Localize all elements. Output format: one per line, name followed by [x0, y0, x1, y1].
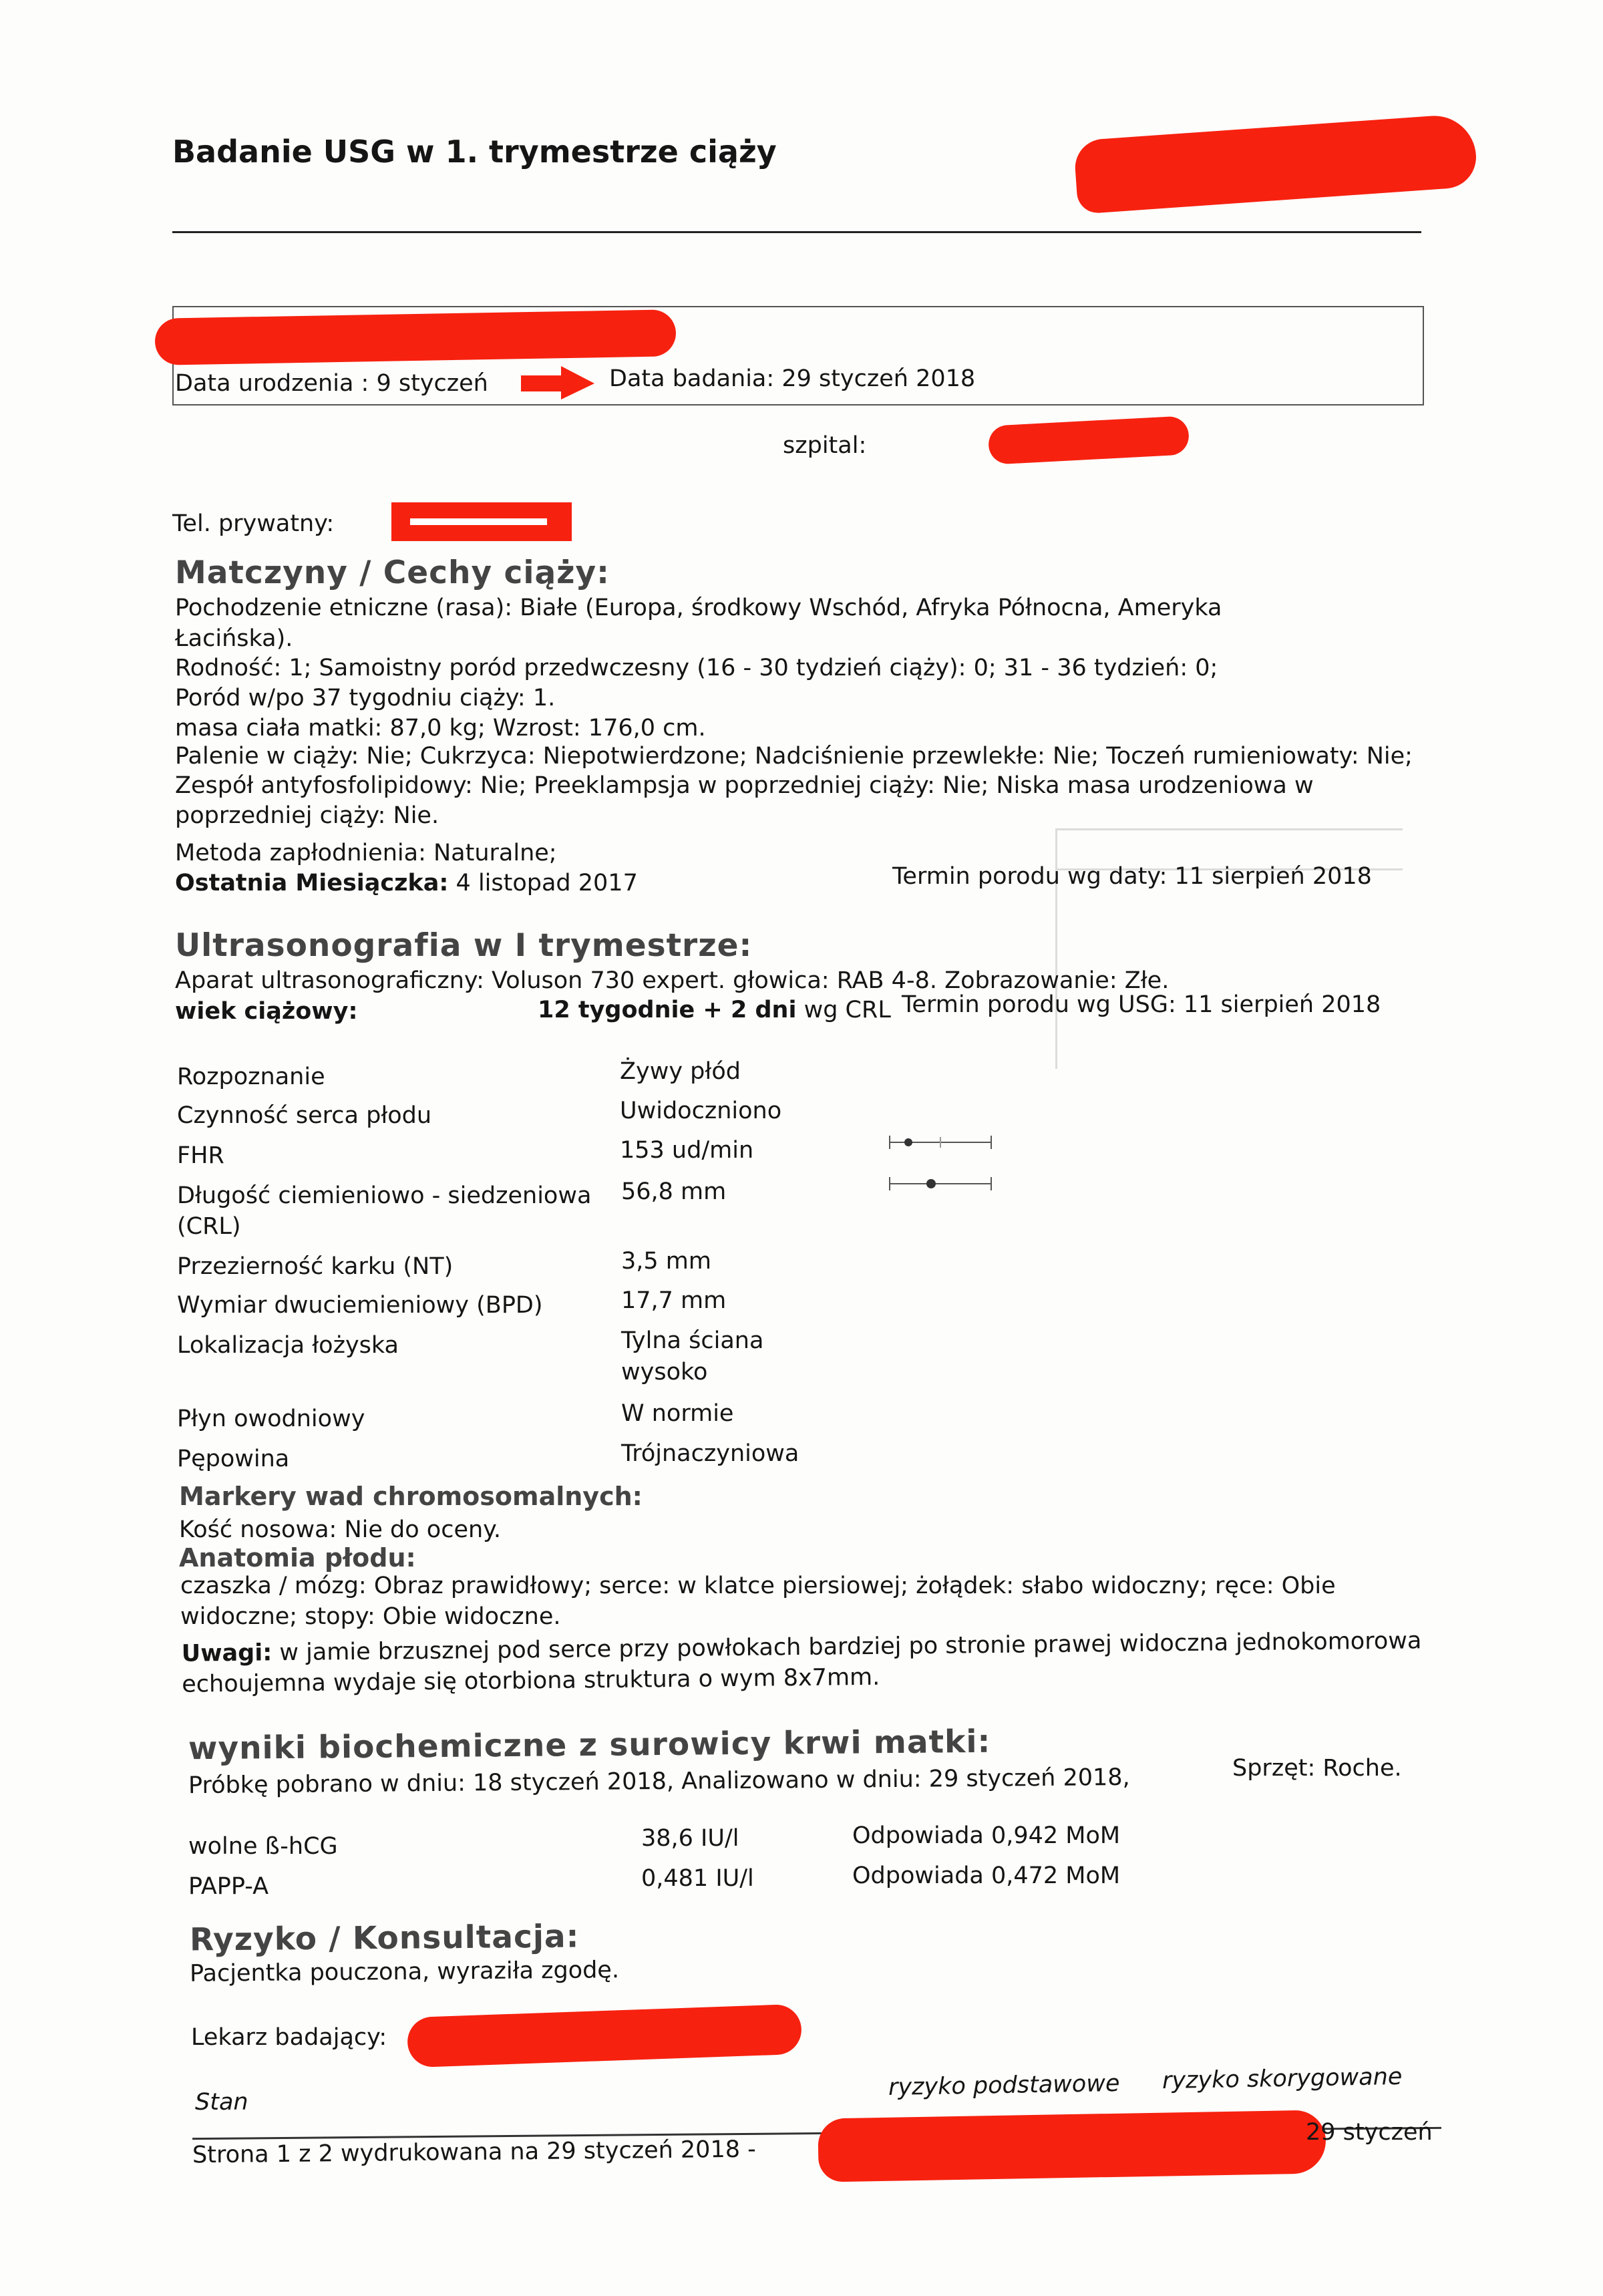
risk-col-adjusted: ryzyko skorygowane	[1162, 2063, 1403, 2095]
due-date-by-lmp: Termin porodu wg daty: 11 sierpień 2018	[892, 863, 1372, 890]
row-label: Czynność serca płodu	[177, 1102, 432, 1129]
row-value: Tylna ściana	[621, 1327, 764, 1354]
parity-line1: Rodność: 1; Samoistny poród przedwczesny (16 - 30 tydzień ciąży): 0; 31 - 36 tydzień: 0;	[175, 655, 1218, 681]
conception-method: Metoda zapłodnienia: Naturalne;	[175, 840, 557, 866]
row-value: Trójnaczyniowa	[621, 1440, 799, 1467]
biochem-mom: Odpowiada 0,942 MoM	[852, 1822, 1121, 1849]
gestational-age-value: 12 tygodnie + 2 dni	[538, 997, 797, 1023]
parity-line2: Poród w/po 37 tygodniu ciąży: 1.	[175, 685, 556, 711]
page-title: Badanie USG w 1. trymestrze ciąży	[172, 134, 777, 170]
gestational-age-result	[538, 995, 891, 1026]
arrow-icon	[521, 366, 594, 399]
exam-date	[609, 364, 975, 395]
biochem-label: PAPP-A	[188, 1873, 269, 1900]
anatomy-findings: czaszka / mózg: Obraz prawidłowy; serce: w klatce piersiowej; żołądek: słabo widoczny; ręce: Obie widoczne; stopy: Obie widoczne.	[180, 1573, 1336, 1630]
row-value: 17,7 mm	[621, 1287, 727, 1314]
biochem-value: 38,6 IU/l	[641, 1825, 739, 1852]
redaction-patient-name	[154, 309, 676, 365]
row-label: Przezierność karku (NT)	[177, 1253, 454, 1280]
biochem-mom: Odpowiada 0,472 MoM	[852, 1862, 1121, 1889]
fhr-range-gauge	[887, 1129, 994, 1158]
medical-history: Palenie w ciąży: Nie; Cukrzyca: Niepotwierdzone; Nadciśnienie przewlekłe: Nie; Toczeń rumieniowaty: Nie; Zespół antyfosfolipidowy: Nie; Preeklampsja w poprzedniej ciąży: Nie; Niska masa urodzeniowa w poprzedniej ciąży: Nie.	[175, 743, 1413, 829]
ultrasound-heading: Ultrasonografia w I trymestrze:	[175, 927, 753, 964]
row-value: 56,8 mm	[621, 1178, 727, 1205]
row-label: Długość ciemieniowo - siedzeniowa	[177, 1182, 592, 1209]
ethnicity: Pochodzenie etniczne (rasa): Białe (Europa, środkowy Wschód, Afryka Północna, Ameryka Łacińska).	[175, 595, 1222, 652]
gestational-age	[175, 997, 357, 1027]
row-label: Płyn owodniowy	[177, 1406, 365, 1432]
row-value: Uwidoczniono	[620, 1098, 782, 1124]
notes	[182, 1626, 1425, 1699]
anatomy-heading: Anatomia płodu:	[179, 1543, 416, 1573]
redaction-doctor	[407, 2004, 802, 2068]
last-period-label: Ostatnia Miesiączka:	[175, 870, 449, 896]
notes-text: w jamie brzusznej pod serce przy powłokach bardziej po stronie prawej widoczna jednokomorowa echoujemna wydaje się otorbiona struktura o wym 8x7mm.	[182, 1627, 1422, 1698]
footer-text: Strona 1 z 2 wydrukowana na 29 styczeń 2018 -	[192, 2136, 756, 2169]
risk-consent: Pacjentka pouczona, wyraziła zgodę.	[189, 1957, 620, 1987]
redaction-footer	[818, 2110, 1326, 2182]
last-period	[175, 868, 638, 899]
hospital-label: szpital:	[783, 432, 867, 459]
redaction-hospital	[988, 416, 1190, 465]
birth-date-value: 9 styczeń	[376, 370, 488, 397]
row-value: Żywy płód	[620, 1058, 741, 1085]
exam-date-label: Data badania:	[609, 365, 775, 392]
row-value: 153 ud/min	[620, 1137, 754, 1164]
biochem-heading: wyniki biochemiczne z surowicy krwi matki:	[188, 1723, 991, 1768]
risk-col-stan: Stan	[195, 2089, 248, 2116]
row-value-continued: wysoko	[621, 1359, 708, 1385]
row-label: Pępowina	[177, 1446, 290, 1472]
notes-label: Uwagi:	[181, 1639, 273, 1667]
maternal-heading: Matczyny / Cechy ciąży:	[175, 554, 610, 591]
redaction-header	[1073, 113, 1478, 214]
row-label: Rozpoznanie	[177, 1063, 325, 1090]
nasal-bone: Kość nosowa: Nie do oceny.	[179, 1516, 502, 1543]
weight-height: masa ciała matki: 87,0 kg; Wzrost: 176,0 cm.	[175, 715, 706, 742]
due-date-by-usg: Termin porodu wg USG: 11 sierpień 2018	[902, 991, 1381, 1018]
last-period-value: 4 listopad 2017	[456, 870, 638, 896]
row-label: FHR	[177, 1142, 224, 1169]
gestational-age-label: wiek ciążowy:	[175, 998, 358, 1025]
biochem-label: wolne ß-hCG	[188, 1833, 338, 1860]
redaction-phone	[391, 502, 572, 541]
doctor-label: Lekarz badający:	[191, 2024, 387, 2051]
row-value: W normie	[621, 1400, 734, 1427]
markers-heading: Markery wad chromosomalnych:	[179, 1482, 643, 1511]
footer-date: 29 styczeń	[1306, 2119, 1433, 2146]
biochem-sampling: Próbkę pobrano w dniu: 18 styczeń 2018, Analizowano w dniu: 29 styczeń 2018,	[188, 1764, 1130, 1800]
birth-date-label: Data urodzenia :	[175, 370, 369, 397]
risk-col-base: ryzyko podstawowe	[888, 2070, 1120, 2102]
biochem-value: 0,481 IU/l	[641, 1865, 754, 1892]
header-rule	[172, 231, 1421, 233]
row-value: 3,5 mm	[621, 1248, 711, 1275]
row-label: Wymiar dwuciemieniowy (BPD)	[177, 1292, 543, 1319]
row-label: Lokalizacja łożyska	[177, 1332, 399, 1359]
exam-date-value: 29 styczeń 2018	[781, 365, 976, 392]
crl-range-gauge	[887, 1170, 994, 1200]
gestational-age-method: wg CRL	[804, 997, 891, 1023]
biochem-equipment: Sprzęt: Roche.	[1232, 1755, 1402, 1782]
phone-label: Tel. prywatny:	[172, 510, 335, 537]
birth-date	[175, 369, 488, 399]
risk-heading: Ryzyko / Konsultacja:	[189, 1918, 580, 1959]
row-label-continued: (CRL)	[177, 1213, 241, 1240]
ultrasound-device: Aparat ultrasonograficzny: Voluson 730 expert. głowica: RAB 4-8. Zobrazowanie: Złe.	[175, 967, 1170, 994]
